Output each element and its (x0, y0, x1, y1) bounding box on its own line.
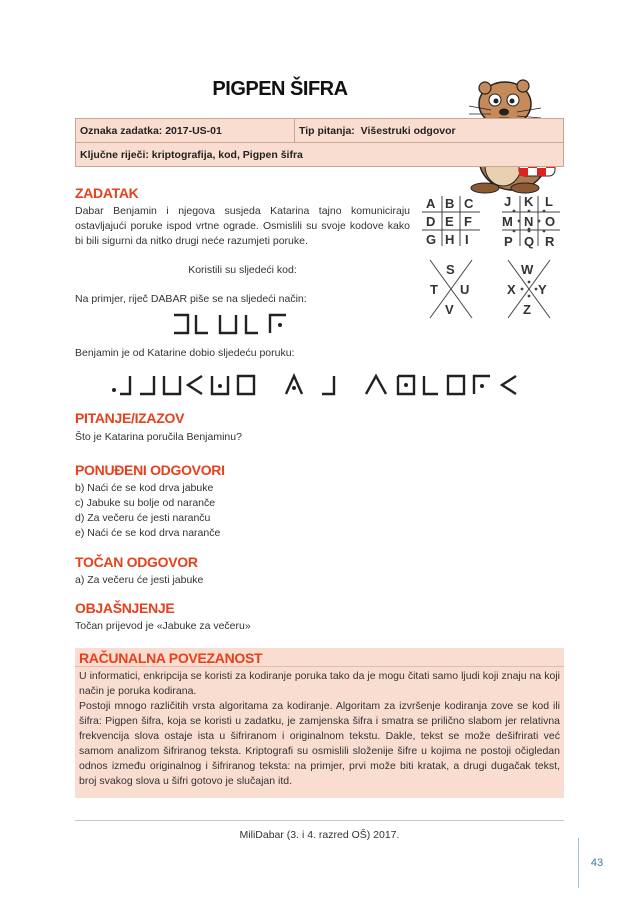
explanation-text: Točan prijevod je «Jabuke za večeru» (75, 620, 251, 632)
page-number: 43 (578, 838, 615, 888)
task-id-value: 2017-US-01 (165, 124, 222, 137)
key-letter-q: Q (524, 234, 535, 249)
key-letter-p: P (504, 234, 513, 249)
offered-answers-section (75, 462, 564, 541)
key-letter-b: B (445, 196, 455, 211)
key-letter-e: E (445, 214, 454, 229)
question-type-label: Tip pitanja: (299, 124, 355, 137)
task-heading: ZADATAK (75, 185, 139, 201)
key-letter-l: L (545, 194, 553, 209)
computing-connection-heading: RAČUNALNA POVEZANOST (75, 648, 564, 667)
key-letter-v: V (445, 302, 454, 317)
footer-text: MiliDabar (3. i 4. razred OŠ) 2017. (239, 829, 400, 841)
computing-connection-para2: Postoji mnogo različitih vrsta algoritama za kodiranje. Algoritam za izvršenje kodiranja zove se kod ili šifra: Pigpen šifra, koja se koristi u zadatku, je zamjenska šifra i smatra se prilično slabom jer relativna frekvencija slova ostaje ista u šifriranom i originalnom tekstu. Dakle, tekst se može dešifrirati već samom analizom šifriranog teksta. Kriptografi su osmislili složenije šifre u kojima ne postoji očigledan odnos između originalnog i šifriranog teksta: na primjer, prvi može biti kratak, a drugi dugačak tekst, broj svakog slova u šifri gotovo je slučajan itd. (79, 700, 560, 787)
question-type-cell (295, 119, 564, 143)
task-meta-table (75, 118, 564, 167)
key-letter-f: F (464, 214, 472, 229)
correct-answer-heading: TOČAN ODGOVOR (75, 554, 198, 570)
task-section (75, 185, 410, 249)
keywords-value: kriptografija, kod, Pigpen šifra (151, 148, 303, 161)
answer-option-e: e) Naći će se kod drva naranče (75, 527, 221, 539)
key-letter-k: K (524, 194, 534, 209)
key-letter-a: A (426, 196, 436, 211)
correct-answer-section (75, 554, 564, 588)
key-letter-c: C (464, 196, 474, 211)
task-code-intro: Koristili su sljedeći kod: (188, 264, 297, 276)
key-letter-h: H (445, 232, 455, 247)
pigpen-cipher-key (416, 190, 566, 330)
page-title: PIGPEN ŠIFRA (212, 78, 348, 100)
pigpen-example-dabar (170, 312, 310, 336)
question-heading: PITANJE/IZAZOV (75, 410, 185, 426)
answer-option-c: c) Jabuke su bolje od naranče (75, 497, 216, 509)
key-letter-z: Z (523, 302, 531, 317)
computing-connection-box (75, 648, 564, 798)
task-text: Dabar Benjamin i njegova susjeda Katarina tajno komuniciraju ostavljajući poruke ispod vrtne ograde. Osmislili su svoje kodove kako bi bili sigurni da nitko drugi neće razumjeti poruke. (75, 205, 410, 247)
keywords-label: Ključne riječi: (80, 148, 149, 161)
key-letter-w: W (521, 262, 534, 277)
explanation-heading: OBJAŠNJENJE (75, 600, 175, 616)
key-letter-d: D (426, 214, 436, 229)
keywords-cell (76, 143, 564, 167)
task-message-intro: Benjamin je od Katarine dobio sljedeću poruku: (75, 347, 295, 359)
key-letter-t: T (430, 282, 438, 297)
explanation-section (75, 600, 564, 634)
question-section (75, 410, 564, 445)
key-letter-j: J (504, 194, 512, 209)
footer-divider (75, 820, 564, 821)
task-id-label: Oznaka zadatka: (80, 124, 163, 137)
key-letter-u: U (460, 282, 470, 297)
key-letter-y: Y (538, 282, 547, 297)
offered-answers-heading: PONUĐENI ODGOVORI (75, 462, 225, 478)
key-letter-r: R (545, 234, 555, 249)
computing-connection-para1: U informatici, enkripcija se koristi za kodiranje poruka tako da je mogu čitati samo ljudi koji znaju na koji način je poruka kodirana. (79, 670, 560, 697)
task-id-cell (76, 119, 295, 143)
key-letter-g: G (426, 232, 437, 247)
question-text: Što je Katarina poručila Benjaminu? (75, 431, 242, 443)
key-letter-o: O (545, 214, 556, 229)
key-letter-m: M (502, 214, 513, 229)
key-letter-s: S (446, 262, 455, 277)
answer-option-b: b) Naći će se kod drva jabuke (75, 482, 214, 494)
question-type-value: Višestruki odgovor (360, 124, 456, 137)
pigpen-secret-message (108, 372, 538, 398)
correct-answer-text: a) Za večeru će jesti jabuke (75, 574, 204, 586)
task-example-intro: Na primjer, riječ DABAR piše se na sljedeći način: (75, 293, 307, 305)
key-letter-n: N (524, 214, 534, 229)
key-letter-x: X (507, 282, 516, 297)
key-letter-i: I (465, 232, 469, 247)
answer-option-d: d) Za večeru će jesti naranču (75, 512, 211, 524)
